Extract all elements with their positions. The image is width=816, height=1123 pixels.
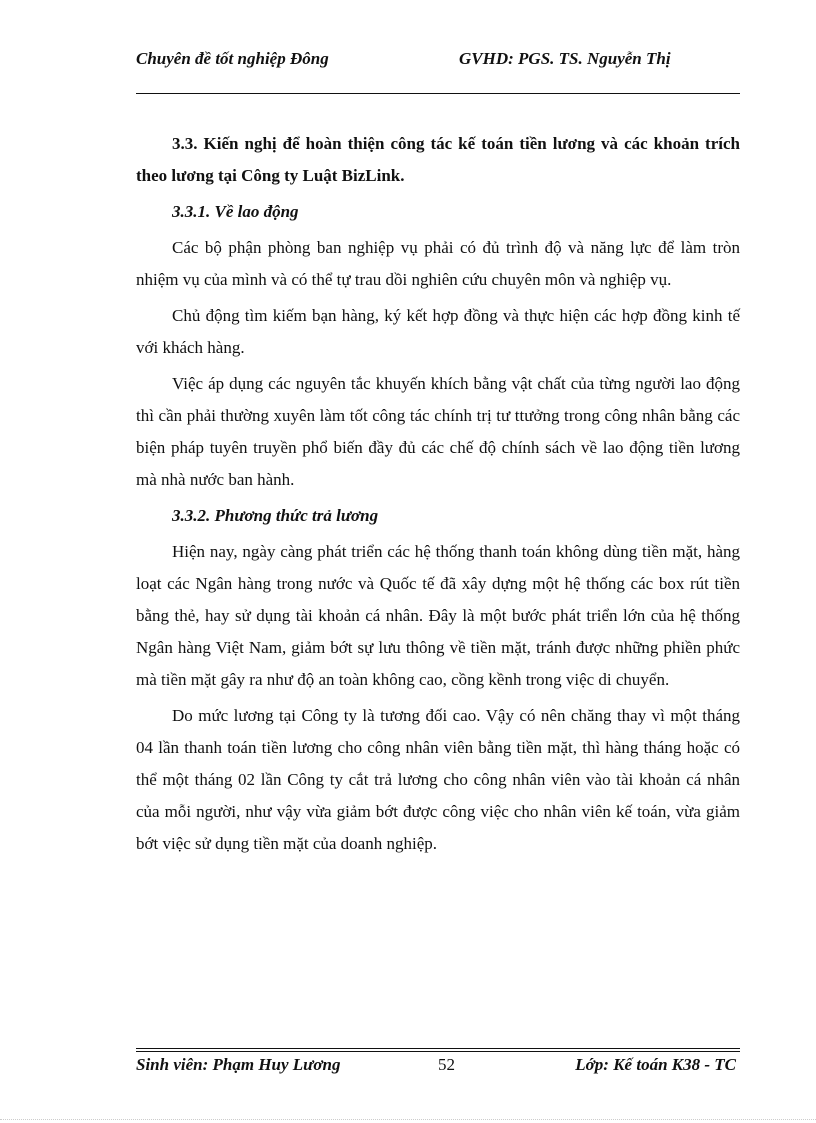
footer-student: Sinh viên: Phạm Huy Lương — [136, 1055, 341, 1074]
subsection-heading-1: 3.3.1. Về lao động — [172, 202, 299, 221]
paragraph: Các bộ phận phòng ban nghiệp vụ phải có đủ trình độ và năng lực để làm tròn nhiệm vụ của mình và có thể tự trau dồi nghiên cứu chuyên môn và nghiệp vụ. — [136, 238, 740, 289]
page-header — [136, 48, 740, 92]
page-number: 52 — [438, 1055, 455, 1074]
subsection-heading-2: 3.3.2. Phương thức trả lương — [172, 506, 379, 525]
paragraph: Do mức lương tại Công ty là tương đối cao. Vậy có nên chăng thay vì một tháng 04 lần thanh toán tiền lương cho công nhân viên bằng tiền mặt, thì hàng tháng hoặc có thể một tháng 02 lần Công ty cắt trả lương cho công nhân viên vào tài khoản cá nhân của mỗi người, như vậy vừa giảm bớt được công việc cho nhân viên kế toán, vừa giảm bớt việc sử dụng tiền mặt của doanh nghiệp. — [136, 706, 740, 853]
page-content — [136, 128, 740, 864]
bottom-divider — [0, 1119, 816, 1120]
header-rule — [136, 93, 740, 94]
footer-rule — [136, 1048, 740, 1049]
section-heading: 3.3. Kiến nghị để hoàn thiện công tác kế toán tiền lương và các khoản trích theo lương tại Công ty Luật BizLink. — [136, 134, 740, 185]
paragraph: Chủ động tìm kiếm bạn hàng, ký kết hợp đồng và thực hiện các hợp đồng kinh tế với khách hàng. — [136, 306, 740, 357]
paragraph: Hiện nay, ngày càng phát triển các hệ thống thanh toán không dùng tiền mặt, hàng loạt các Ngân hàng trong nước và Quốc tế đã xây dựng một hệ thống các box rút tiền bằng thẻ, hay sử dụng tài khoản cá nhân. Đây là một bước phát triển lớn của hệ thống Ngân hàng Việt Nam, giảm bớt sự lưu thông về tiền mặt, tránh được những phiền phức mà tiền mặt gây ra như độ an toàn không cao, cồng kềnh trong việc di chuyển. — [136, 542, 740, 689]
paragraph: Việc áp dụng các nguyên tắc khuyến khích bằng vật chất của từng người lao động thì cần phải thường xuyên làm tốt công tác chính trị tư ttưởng trong công nhân bằng các biện pháp tuyên truyền phổ biến đầy đủ các chế độ chính sách về lao động tiền lương mà nhà nước ban hành. — [136, 374, 740, 489]
footer-class: Lớp: Kế toán K38 - TC — [575, 1055, 736, 1074]
header-thesis-title: Chuyên đề tốt nghiệp Đông — [136, 49, 329, 68]
page-footer — [136, 1054, 740, 1078]
footer-rule — [136, 1051, 740, 1052]
header-supervisor: GVHD: PGS. TS. Nguyễn Thị — [459, 49, 671, 68]
